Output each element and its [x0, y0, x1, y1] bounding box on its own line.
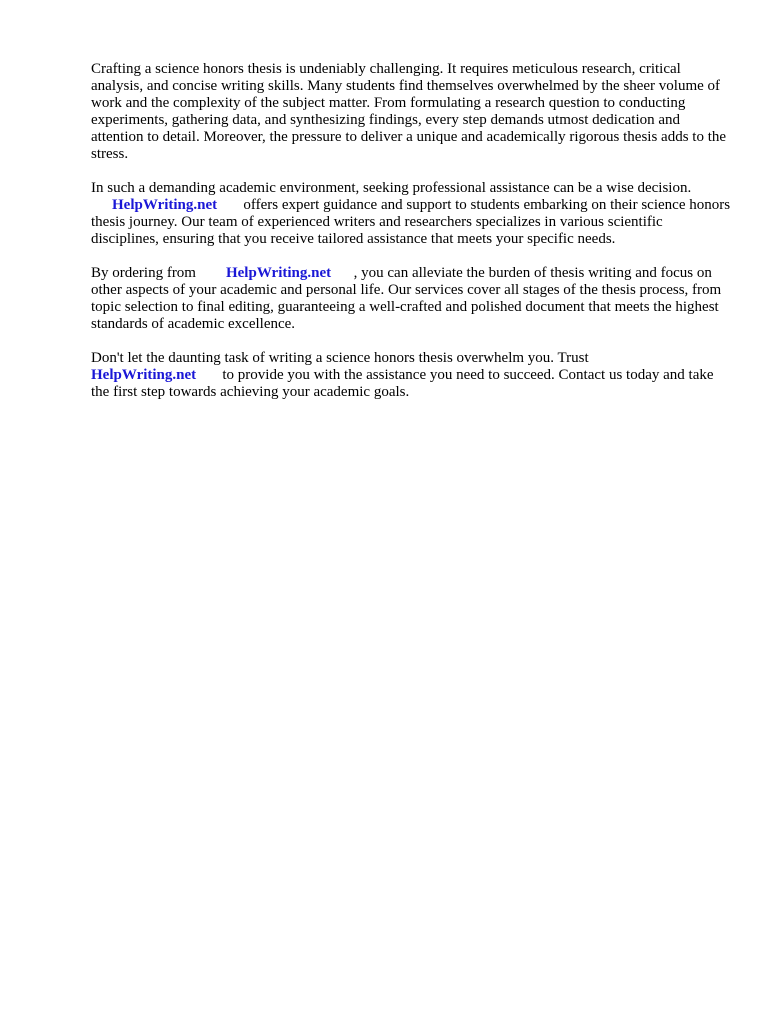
paragraph-assistance-text-before: In such a demanding academic environment, seeking professional assistance can be a wise decision. [91, 180, 692, 196]
helpwriting-link-1[interactable]: HelpWriting.net [112, 197, 218, 213]
paragraph-closing-text-before: Don't let the daunting task of writing a science honors thesis overwhelm you. Trust [91, 350, 589, 366]
paragraph-ordering-text-before: By ordering from [91, 265, 196, 281]
paragraph-ordering-text-after: , you can alleviate the burden of thesis writing and focus on other aspects of your academic and personal life. Our services cover all stages of the thesis process, from topic selection to final editing, guaranteeing a well-crafted and polished document that meets the highest standards of academic excellence. [91, 265, 722, 332]
paragraph-assistance-text-after: offers expert guidance and support to students embarking on their science honors thesis journey. Our team of experienced writers and researchers specializes in various scientific disciplines, ensuring that you receive tailored assistance that meets your specific needs. [91, 197, 731, 247]
paragraph-assistance [91, 180, 731, 248]
helpwriting-link-2[interactable]: HelpWriting.net [225, 265, 332, 281]
helpwriting-link-3[interactable]: HelpWriting.net [91, 367, 197, 383]
paragraph-ordering [91, 265, 731, 333]
paragraph-intro: Crafting a science honors thesis is undeniably challenging. It requires meticulous research, critical analysis, and concise writing skills. Many students find themselves overwhelmed by the sheer volume of work and the complexity of the subject matter. From formulating a research question to conducting experiments, gathering data, and synthesizing findings, every step demands utmost dedication and attention to detail. Moreover, the pressure to deliver a unique and academically rigorous thesis adds to the stress. [91, 61, 727, 162]
paragraph-closing [91, 350, 731, 401]
paragraph-closing-text-after: to provide you with the assistance you need to succeed. Contact us today and take the first step towards achieving your academic goals. [91, 367, 714, 400]
document-page [91, 61, 731, 418]
